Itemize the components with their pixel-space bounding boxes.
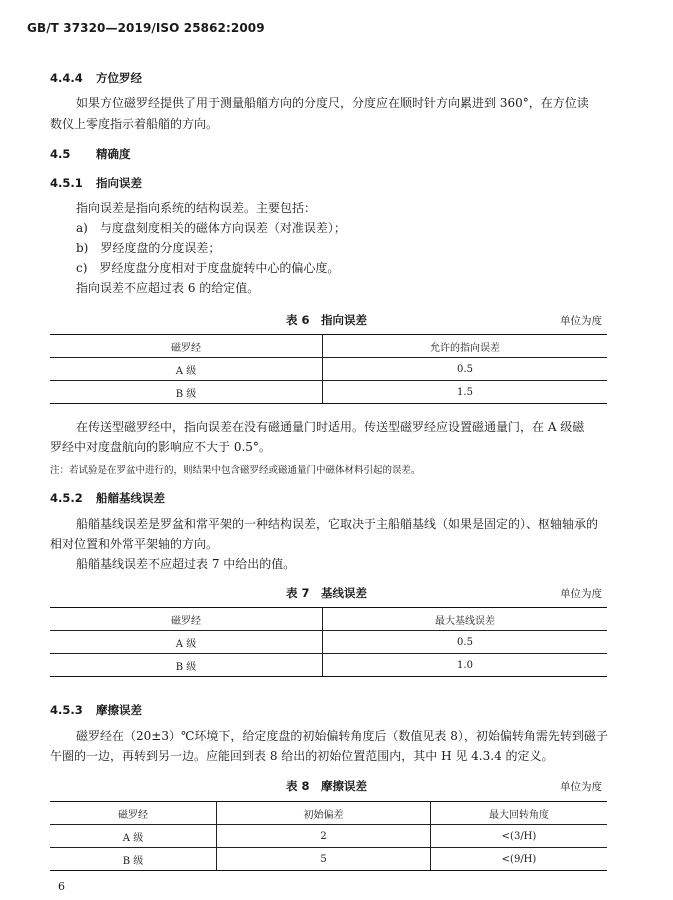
table-cell: <(3/H): [431, 825, 608, 848]
paragraph-line: 相对位置和外常平架轴的方向。: [50, 537, 219, 551]
paragraph-line: 罗经中对度盘航向的影响应不大于 0.5°。: [50, 440, 271, 454]
table-cell: A 级: [50, 825, 217, 848]
section-heading-4-5: 4.5 精确度: [50, 147, 131, 161]
table-header-cell: 允许的指向误差: [323, 335, 608, 358]
table-row: [50, 631, 607, 654]
table-header-row: [50, 608, 607, 631]
section-heading-4-5-3: 4.5.3 摩擦误差: [50, 703, 142, 717]
table-row: [50, 381, 607, 404]
table-6-unit: 单位为度: [560, 315, 602, 327]
paragraph-line: 磁罗经在（20±3）℃环境下，给定度盘的初始偏转角度后（数值见表 8），初始偏转角需先转到磁子: [76, 729, 608, 743]
table-cell: 1.5: [323, 381, 608, 404]
table-cell: B 级: [50, 848, 217, 871]
table-row: [50, 825, 607, 848]
table-header-cell: 磁罗经: [50, 802, 217, 825]
table-cell: B 级: [50, 381, 323, 404]
table-8: [50, 801, 607, 871]
page-number: 6: [58, 880, 65, 893]
table-header-cell: 磁罗经: [50, 608, 323, 631]
table-header-cell: 磁罗经: [50, 335, 323, 358]
standard-header: GB/T 37320—2019/ISO 25862:2009: [27, 21, 265, 35]
table-cell: <(9/H): [431, 848, 608, 871]
table-cell: 0.5: [323, 358, 608, 381]
table-cell: A 级: [50, 358, 323, 381]
table-7: [50, 607, 607, 677]
list-item: b) 罗经度盘的分度误差；: [76, 241, 221, 255]
table-cell: 5: [217, 848, 431, 871]
paragraph-line: 数仪上零度指示着船艏的方向。: [50, 117, 219, 131]
table-cell: 1.0: [323, 654, 608, 677]
paragraph-line: 船艏基线误差不应超过表 7 中给出的值。: [76, 557, 296, 571]
paragraph-line: 如果方位磁罗经提供了用于测量船艏方向的分度尺，分度应在顺时针方向累进到 360°，在方位读: [76, 96, 589, 110]
paragraph-line: 指向误差不应超过表 6 的给定值。: [76, 281, 260, 295]
section-heading-4-5-2: 4.5.2 船艏基线误差: [50, 491, 165, 505]
paragraph-line: 午圈的一边，再转到另一边。应能回到表 8 给出的初始位置范围内，其中 H 见 4.3.4 的定义。: [50, 749, 554, 763]
table-8-caption: 表 8 摩擦误差: [286, 779, 368, 793]
table-7-caption: 表 7 基线误差: [286, 586, 368, 600]
section-heading-4-4-4: 4.4.4 方位罗经: [50, 71, 142, 85]
table-cell: A 级: [50, 631, 323, 654]
table-header-row: [50, 802, 607, 825]
table-header-cell: 初始偏差: [217, 802, 431, 825]
paragraph-line: 指向误差是指向系统的结构误差。主要包括：: [76, 201, 317, 215]
table-header-cell: 最大回转角度: [431, 802, 608, 825]
table-header-row: [50, 335, 607, 358]
list-item: a) 与度盘刻度相关的磁体方向误差（对准误差）；: [76, 221, 346, 235]
table-header-cell: 最大基线误差: [323, 608, 608, 631]
table-row: [50, 654, 607, 677]
list-item: c) 罗经度盘分度相对于度盘旋转中心的偏心度。: [76, 261, 340, 275]
table-row: [50, 358, 607, 381]
paragraph-line: 船艏基线误差是罗盆和常平架的一种结构误差，它取决于主船艏基线（如果是固定的）、枢轴轴承的: [76, 517, 599, 531]
section-heading-4-5-1: 4.5.1 指向误差: [50, 176, 142, 190]
table-cell: 0.5: [323, 631, 608, 654]
table-6-note: 注：若试验是在罗盆中进行的，则结果中包含磁罗经或磁通量门中磁体材料引起的误差。: [50, 465, 421, 476]
table-8-unit: 单位为度: [560, 781, 602, 793]
table-row: [50, 848, 607, 871]
table-cell: 2: [217, 825, 431, 848]
table-cell: B 级: [50, 654, 323, 677]
table-6: [50, 334, 607, 404]
table-7-unit: 单位为度: [560, 588, 602, 600]
paragraph-line: 在传送型磁罗经中，指向误差在没有磁通量门时适用。传送型磁罗经应设置磁通量门，在 A 级磁: [76, 420, 585, 434]
table-6-caption: 表 6 指向误差: [286, 313, 368, 327]
